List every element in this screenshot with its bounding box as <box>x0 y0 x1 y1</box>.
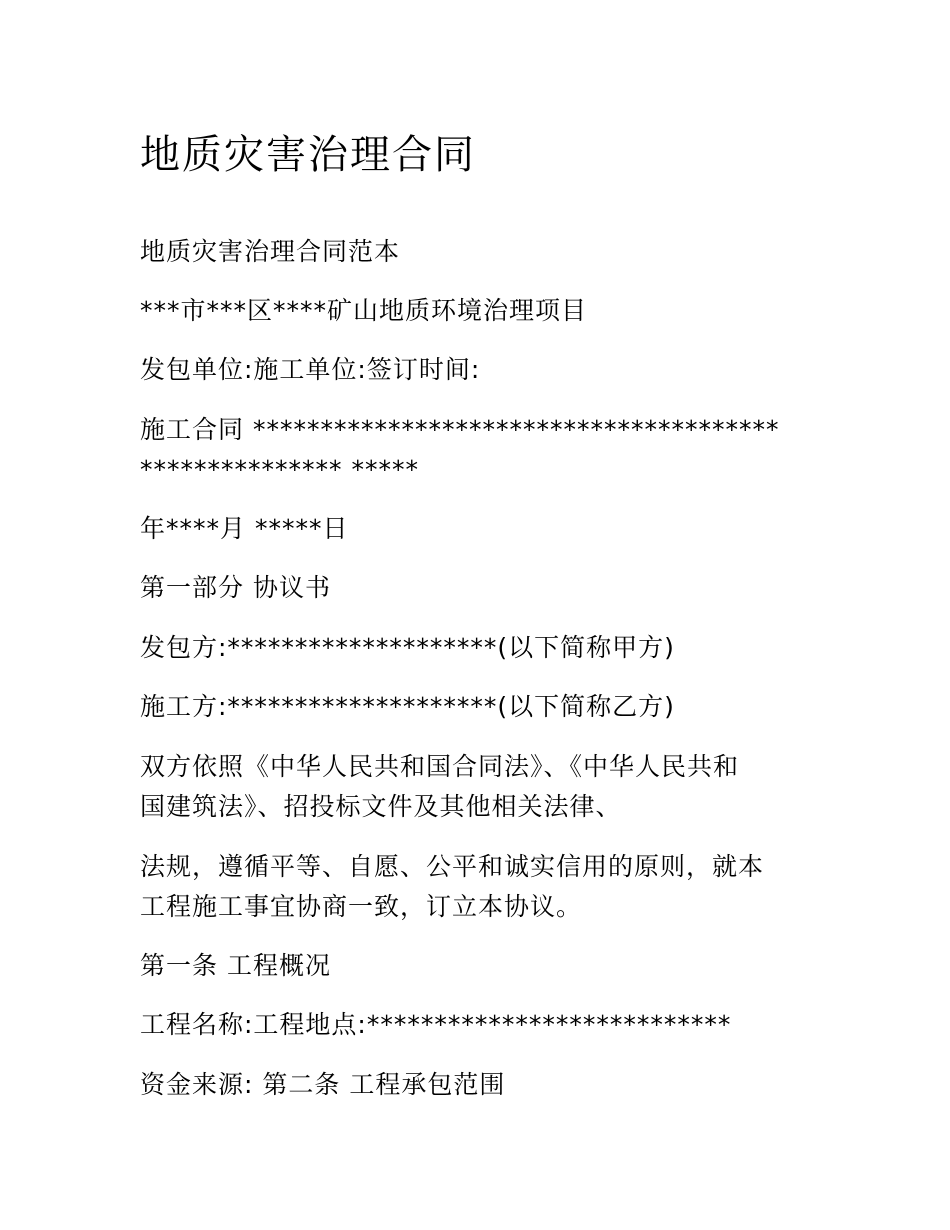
project-line: ***市***区****矿山地质环境治理项目 <box>140 296 588 325</box>
contract-block <box>140 410 820 490</box>
part-one-heading: 第一部分 协议书 <box>140 573 331 602</box>
project-name-line: 工程名称:工程地点:*************************** <box>140 1010 732 1039</box>
principle-line-1: 法规，遵循平等、自愿、公平和诚实信用的原则，就本 <box>140 852 765 881</box>
contractor-line: 施工方:********************(以下简称乙方) <box>140 692 675 721</box>
contract-line-1: 施工合同 *************************************** <box>140 415 780 444</box>
funding-line: 资金来源: 第二条 工程承包范围 <box>140 1070 506 1099</box>
date-line: 年****月 *****日 <box>140 514 349 543</box>
basis-line-2: 国建筑法》、招投标文件及其他相关法律、 <box>140 792 622 821</box>
principle-line-2: 工程施工事宜协商一致，订立本协议。 <box>140 892 583 921</box>
employer-line: 发包方:********************(以下简称甲方) <box>140 633 675 662</box>
basis-paragraph <box>140 747 820 827</box>
document-title: 地质灾害治理合同 <box>140 132 476 178</box>
article-one-heading: 第一条 工程概况 <box>140 951 331 980</box>
document-subtitle: 地质灾害治理合同范本 <box>140 237 401 266</box>
parties-line: 发包单位:施工单位:签订时间: <box>140 355 481 384</box>
basis-line-1: 双方依照《中华人民共和国合同法》、《中华人民共和 <box>140 752 740 781</box>
contract-line-2: *************** ***** <box>140 455 419 484</box>
principle-paragraph <box>140 847 820 927</box>
